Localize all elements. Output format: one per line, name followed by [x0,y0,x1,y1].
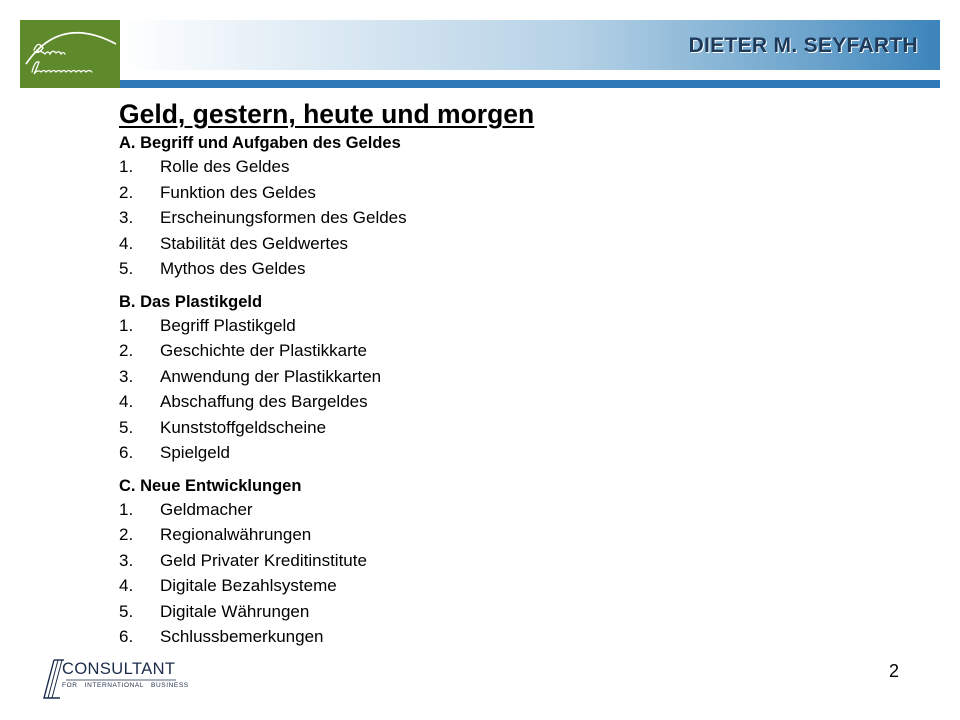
item-number: 5. [119,259,134,278]
item-text: Funktion des Geldes [160,182,316,202]
section-c [119,475,839,650]
item-text: Regionalwährungen [160,525,312,544]
list-item [119,624,839,650]
section-b [119,291,839,466]
item-number: 4. [119,233,134,253]
list-item [119,256,839,282]
page-title: Geld, gestern, heute und morgen [119,99,535,129]
item-text: Geschichte der Plastikkarte [160,341,367,360]
list-item [119,440,839,466]
list-item [119,548,839,574]
item-number: 3. [119,208,134,227]
item-number: 2. [119,525,134,544]
item-number: 3. [119,550,134,570]
list-item [119,231,839,257]
item-text: Begriff Plastikgeld [160,315,296,335]
item-text: Schlussbemerkungen [160,627,324,646]
list-item [119,389,839,415]
item-text: Kunststoffgeldscheine [160,417,327,437]
section-a [119,132,839,282]
header-accent-bar [120,80,940,88]
academy-logo [20,20,120,88]
item-number: 1. [119,315,134,335]
consultant-name: CONSULTANT [62,660,176,678]
list-item [119,154,839,180]
section-heading: B. Das Plastikgeld [119,292,263,311]
item-number: 6. [119,627,134,646]
section-heading: C. Neue Entwicklungen [119,476,302,495]
item-text: Rolle des Geldes [160,157,290,176]
item-text: Geld Privater Kreditinstitute [160,550,367,570]
item-number: 6. [119,443,134,462]
list-item [119,205,839,231]
item-text: Anwendung der Plastikkarten [160,366,382,386]
item-text: Stabilität des Geldwertes [160,233,349,253]
consultant-subtitle: FOR INTERNATIONAL BUSINESS [62,682,189,689]
list-item [119,364,839,390]
list-item [119,338,839,364]
item-number: 5. [119,417,134,437]
item-text: Geldmacher [160,499,253,519]
list-item [119,599,839,625]
list-item [119,522,839,548]
item-number: 4. [119,392,134,411]
list-item [119,573,839,599]
item-text: Abschaffung des Bargeldes [160,392,368,411]
item-number: 3. [119,366,134,386]
section-heading: A. Begriff und Aufgaben des Geldes [119,134,401,152]
item-text: Erscheinungsformen des Geldes [160,208,407,227]
list-item [119,313,839,339]
slide-content [119,96,839,650]
item-number: 2. [119,341,134,360]
item-number: 1. [119,499,134,519]
item-text: Digitale Währungen [160,601,310,621]
list-item [119,497,839,523]
page-number: 2 [889,661,900,681]
item-text: Spielgeld [160,443,230,462]
item-number: 1. [119,157,134,176]
item-number: 4. [119,576,134,595]
item-text: Mythos des Geldes [160,259,306,278]
brand-name: DIETER M. SEYFARTH [688,34,918,57]
list-item [119,180,839,206]
academy-logo-graphic [20,20,120,88]
item-number: 5. [119,601,134,621]
item-text: Digitale Bezahlsysteme [160,576,337,595]
list-item [119,415,839,441]
item-number: 2. [119,182,134,202]
